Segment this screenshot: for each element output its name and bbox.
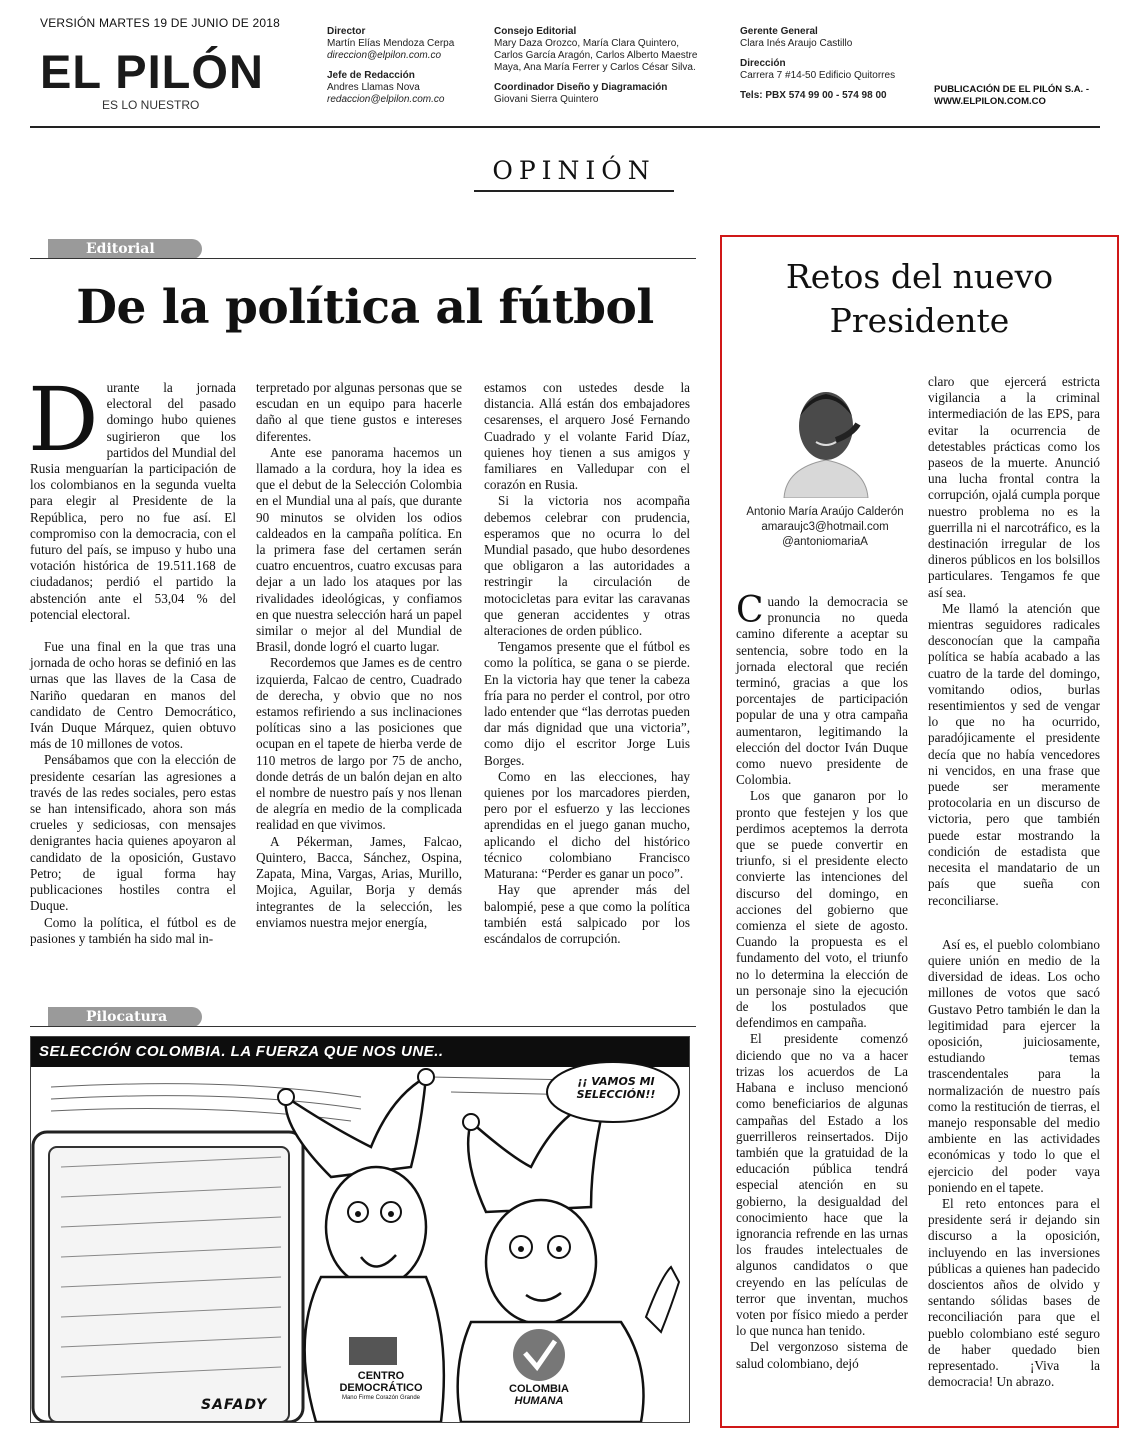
editorial-paragraph: Ante ese panorama hacemos un llamado a la cordura, hoy la idea es que el debut de la Selección Colombia en el Mundial una al país, que durante 90 minutos se olviden los odios caldeados en la campaña política. En la primera fase del certamen serán cuatro encuentros, cuatro excusas para dejar a un lado los ataques por las rivalidades ideológicas, y confiamos en que nuestra selección hará un papel similar o mejor al del Mundial de Brasil, donde logró el cuarto lugar. <box>256 444 462 655</box>
direccion-label: Dirección <box>740 58 786 69</box>
shirt-right-text: COLOMBIA <box>509 1383 569 1395</box>
masthead-divider <box>30 126 1100 128</box>
edition-date: VERSIÓN MARTES 19 DE JUNIO DE 2018 <box>40 16 280 30</box>
cartoonist-signature: SAFADY <box>201 1397 268 1413</box>
editorial-paragraph: Hay que aprender más del balompié, pese a que como la política también está salpicado por los escándalos de corrupción. <box>484 882 690 946</box>
editorial-paragraph: Tengamos presente que el fútbol es como la política, se gana o se pierde. En la victoria hay que tener la cabeza fría para no perder el control, por otro lado entender que “las derrotas pueden dar más dignidad que una victoria”, como dijo el escritor Jorge Luis Borges. <box>484 639 690 768</box>
editorial-column-3 <box>484 380 690 947</box>
column-dropcap: C <box>736 590 764 631</box>
shirt-right-subtext: HUMANA <box>514 1395 564 1407</box>
section-underline <box>474 190 674 192</box>
editorial-rule <box>30 258 696 259</box>
jester-hat-left <box>286 1077 426 1177</box>
newspaper-slogan: ES LO NUESTRO <box>102 98 200 112</box>
author-byline <box>740 505 910 550</box>
column-paragraph: Los que ganaron por lo pronto que festejen y los que perdimos aceptemos la derrota que se puede convertir en triunfo, si el presidente electo convierte las intenciones del discurso del domingo, en acciones del gobierno que comienza el siete de agosto. Cuando la propuesta es el fundamento del voto, el triunfo no lo determina la elección de un personaje sino la ejecución de los postulados que defendimos en campaña. <box>736 788 908 1031</box>
column-title: Retos del nuevo Presidente <box>785 257 1054 340</box>
column-paragraph: claro que ejercerá estricta vigilancia a la criminal intermediación de las EPS, para evitar la ocurrencia de detestables prácticas como los paseos de la muerte. Anunció una lucha frontal contra la corrupción, ojalá cumpla porque nuestro problema no es la guerrilla ni el narcotráfico, es la destinación irregular de los dineros públicos en los bolsillos particulares. Tengamos fe que así sea. <box>928 374 1100 600</box>
editorial-paragraph: Fue una final en la que tras una jornada de ocho horas se definió en las urnas que las llaves de la Casa de Nariño quedaran en manos del candidato de Centro Democrático, Iván Duque Márquez, quien obtuvo más de 10 millones de votos. <box>30 639 236 752</box>
director-name: Martín Elías Mendoza Cerpa <box>327 38 455 49</box>
column-right-text <box>928 374 1100 1390</box>
director-email: direccion@elpilon.com.co <box>327 50 442 61</box>
cartoon-banner: SELECCIÓN COLOMBIA. LA FUERZA QUE NOS UNE.. <box>31 1037 689 1067</box>
gerente-label: Gerente General <box>740 26 818 37</box>
jefe-email: redaccion@elpilon.com.co <box>327 94 445 105</box>
section-title: OPINIÓN <box>492 156 656 185</box>
masthead-director <box>327 26 487 106</box>
character-right-face <box>486 1200 596 1324</box>
coord-label: Coordinador Diseño y Diagramación <box>494 82 668 93</box>
editorial-paragraph: Pensábamos que con la elección de presidente cesarían las agresiones a través de las redes sociales, pero estas se han intensificado, ahora son más crueles y sediciosas, con mensajes denigrantes hacia quienes apoyaron al candidato de la oposición, Gustavo Petro; de igual forma hay publicaciones hostiles contra el Duque. <box>30 752 236 914</box>
author-email: amaraujc3@hotmail.com <box>761 521 889 533</box>
political-cartoon <box>30 1036 690 1423</box>
shirt-left-subtext: Mano Firme Corazón Grande <box>341 1395 421 1401</box>
editorial-column-1 <box>28 368 236 947</box>
jefe-label: Jefe de Redacción <box>327 70 415 81</box>
editorial-paragraph: A Pékerman, James, Falcao, Quintero, Bacca, Sánchez, Ospina, Zapata, Mina, Vargas, Arias, Murillo, Mojica, Aguilar, Borja y demás integrantes de la selección, les enviamos nuestra mejor energía, <box>256 833 462 930</box>
editorial-paragraph: urante la jornada electoral del pasado domingo hubo quienes sugirieron que los partidos del Mundial del Rusia menguarían la participación de los colombianos en la segunda vuelta para elegir al Presidente de la República, pero no fue así. El compromiso con la democracia, con el futuro del país, se impuso y hubo una votación histórica de 19.511.168 de ciudadanos; perdió el partido la abstención ante el 53,04 % del potencial electoral. <box>30 380 236 622</box>
masthead-consejo <box>494 26 708 106</box>
pilocatura-tag: Pilocatura <box>48 1007 202 1027</box>
column-paragraph: Del vergonzoso sistema de salud colombiano, dejó <box>736 1339 908 1371</box>
direccion-value: Carrera 7 #14-50 Edificio Quitorres <box>740 70 896 81</box>
author-handle: @antoniomariaA <box>782 536 868 548</box>
pilocatura-rule <box>30 1026 696 1027</box>
editorial-paragraph: Si la victoria nos acompaña debemos celebrar con prudencia, esperamos que no ocurra lo del Mundial pasado, que hubo desordenes que obligaron a las autoridades a restringir la circulación de motocicletas para evitar las caravanas que generan accidentes y otras alteraciones de orden público. <box>484 493 690 639</box>
column-paragraph: El presidente comenzó diciendo que no va a hacer trizas los acuerdos de La Habana e incluso mencionó como beneficiarios de algunas campañas del Estado a los guerrilleros reinsertados. Dijo también que la gratuidad de la educación pública tendrá especial atención en su gobierno, la desigualdad del conocimiento hace que la ignorancia refrende en las urnas los fraudes intelectuales de algunos candidatos o que creyendo en las películas de terror que inventan, muchos voten por físico miedo a perder lo que nunca han tenido. <box>736 1031 908 1339</box>
column-paragraph: El reto entonces para el presidente será ir dejando sin discurso a la oposición, incluyendo en las inversiones públicas a quienes han padecido doscientos años de olvido y sentando sólidas bases de reconciliación para que el pueblo colombiano esté seguro de haber quedado bien representado. ¡Viva la democracia! Un abrazo. <box>928 1195 1100 1390</box>
editorial-column-2 <box>256 380 462 931</box>
publisher-info: PUBLICACIÓN DE EL PILÓN S.A. - WWW.ELPILON.COM.CO <box>934 84 1090 107</box>
colombia-humana-logo <box>513 1329 565 1381</box>
consejo-names: Mary Daza Orozco, María Clara Quintero, Carlos García Aragón, Carlos Alberto Maestre Maya, Ana María Ferrer y Carlos César Silva. <box>494 38 698 73</box>
speech-bubble-text: ¡¡ VAMOS MI SELECCIÓN!! <box>576 1075 656 1101</box>
shirt-left-text: CENTRO DEMOCRÁTICO <box>339 1370 423 1394</box>
editorial-dropcap: D <box>28 368 99 471</box>
column-paragraph: uando la democracia se pronuncia no queda camino diferente a aceptar su sentencia, sobre todo en la jornada electoral que recién terminó, gracias a que los porcentajes de participación popular de una y otra campaña aumentaron, legitimando la elección del doctor Iván Duque como nuevo presidente de Colombia. <box>736 594 908 788</box>
editorial-tag: Editorial <box>48 239 202 259</box>
editorial-headline: De la política al fútbol <box>76 280 654 335</box>
masthead-gerente <box>740 26 920 102</box>
coord-name: Giovani Sierra Quintero <box>494 94 599 105</box>
author-name: Antonio María Araújo Calderón <box>746 506 904 518</box>
editorial-paragraph: estamos con ustedes desde la distancia. Allá están dos embajadores cesarenses, el arquero José Fernando Cuadrado y el volante Farid Díaz, quienes hoy tienen a sus amigos y familiares en Valledupar con el corazón en Rusia. <box>484 380 690 493</box>
tels: Tels: PBX 574 99 00 - 574 98 00 <box>740 90 887 101</box>
newspaper-logo: EL PILÓN <box>40 45 264 98</box>
consejo-label: Consejo Editorial <box>494 26 577 37</box>
jefe-name: Andres Llamas Nova <box>327 82 420 93</box>
editorial-paragraph: Recordemos que James es de centro izquierda, Falcao de centro, Cuadrado de derecha, y obvio que no nos estamos refiriendo a sus inclinaciones políticas sino a las posiciones que ocupan en el tapete de hierba verde de 110 metros de largo por 75 de ancho, donde detrás de un balón dejan en alto el nombre de nuestro país y nos llenan de alegría en medio de la complicada realidad en que vivimos. <box>256 655 462 833</box>
column-paragraph: Me llamó la atención que mientras seguidores radicales desconocían que la campaña política se había acabado a las cuatro de la tarde del domingo, vomitando odios, burlas resentimientos y sed de vengar lo que no ha ocurrido, paradójicamente el presidente decía que no había vencedores ni vencidos, en una frase que puede ser meramente protocolaria en un discurso de victoria, pero que también puede estar mostrando la condición de estadista que necesita el mandatario de un país que sueña con reconciliarse. <box>928 600 1100 908</box>
editorial-paragraph: terpretado por algunas personas que se escudan en un equipo para hacerle daño al que tiene gustos e intereses diferentes. <box>256 380 462 444</box>
editorial-paragraph: Como la política, el fútbol es de pasiones y también ha sido mal in- <box>30 914 236 946</box>
director-label: Director <box>327 26 366 37</box>
gerente-name: Clara Inés Araujo Castillo <box>740 38 853 49</box>
column-paragraph: Así es, el pueblo colombiano quiere unión en medio de la diversidad de ideas. Los ocho millones de votos que sacó Gustavo Petro también le dan la legitimidad para ejercer la oposición, juiciosamente, estudiando temas trascendentales para la normalización de nuestro país como la restitución de tierras, el manejo responsable del medio ambiente en las actividades económicas y todo lo que el ejercicio del poder vaya poniendo en el tapete. <box>928 936 1100 1195</box>
character-left-face <box>326 1167 426 1287</box>
author-photo <box>776 380 876 498</box>
centro-democratico-logo <box>349 1337 397 1365</box>
editorial-paragraph: Como en las elecciones, hay quienes por los marcadores pierden, pero por el esfuerzo y las lecciones aprendidas en el juego ganan mucho, aplicando el dicho del histórico técnico colombiano Francisco Maturana: “Perder es ganar un poco”. <box>484 768 690 882</box>
column-left-text <box>736 590 908 1372</box>
